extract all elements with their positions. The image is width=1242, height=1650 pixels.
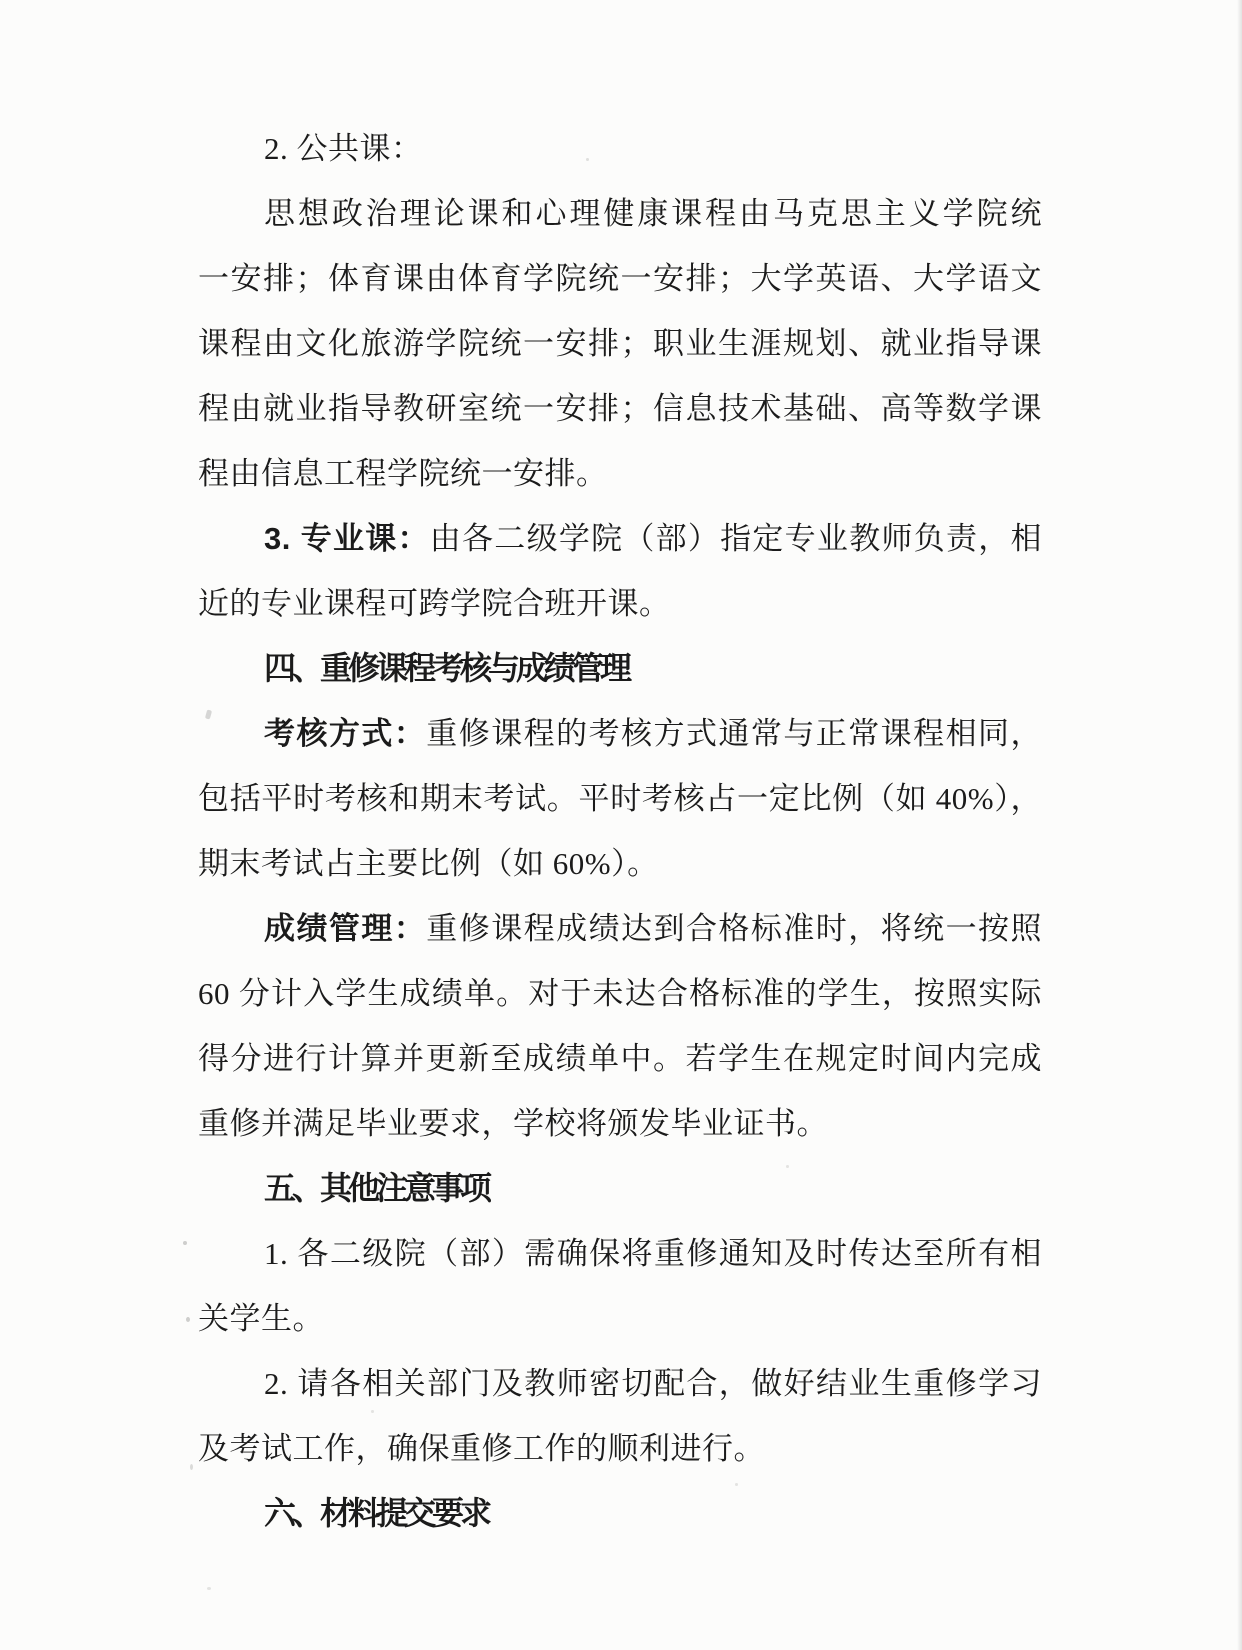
text-segment: 60 分计入学生成绩单。对于未达合格标准的学生，按照实际 xyxy=(198,976,1042,1011)
text-line xyxy=(198,1286,1042,1351)
text-segment: 关学生。 xyxy=(198,1301,324,1336)
text-segment: 程由信息工程学院统一安排。 xyxy=(198,456,608,491)
bold-text-segment: 五、其他注意事项 xyxy=(264,1170,489,1206)
text-segment: 期末考试占主要比例（如 60%）。 xyxy=(198,846,659,881)
text-segment: 得分进行计算并更新至成绩单中。若学生在规定时间内完成 xyxy=(198,1041,1042,1076)
section-heading xyxy=(198,636,1042,701)
text-line xyxy=(198,246,1042,311)
text-line xyxy=(198,116,1042,181)
text-segment: 近的专业课程可跨学院合班开课。 xyxy=(198,586,671,621)
bold-text-segment: 3. 专业课： xyxy=(264,521,430,556)
text-line xyxy=(198,701,1042,766)
text-line xyxy=(198,1416,1042,1481)
scan-speck xyxy=(786,1165,789,1168)
text-segment: 程由就业指导教研室统一安排；信息技术基础、高等数学课 xyxy=(198,391,1042,426)
section-heading xyxy=(198,1481,1042,1546)
text-segment: 2. 公共课： xyxy=(264,131,423,166)
text-line xyxy=(198,1351,1042,1416)
text-segment: 及考试工作，确保重修工作的顺利进行。 xyxy=(198,1431,765,1466)
text-segment: 由各二级学院（部）指定专业教师负责，相 xyxy=(429,521,1042,556)
text-line xyxy=(198,1091,1042,1156)
text-line xyxy=(198,181,1042,246)
scan-speck xyxy=(207,1587,211,1590)
text-segment: 2. 请各相关部门及教师密切配合，做好结业生重修学习 xyxy=(264,1366,1042,1401)
scan-edge-shadow xyxy=(1237,0,1242,1650)
bold-text-segment: 考核方式： xyxy=(264,716,427,751)
text-line xyxy=(198,376,1042,441)
text-line xyxy=(198,831,1042,896)
text-segment: 思想政治理论课和心理健康课程由马克思主义学院统 xyxy=(264,196,1042,231)
text-line xyxy=(198,766,1042,831)
text-line xyxy=(198,441,1042,506)
text-line xyxy=(198,506,1042,571)
text-segment: 重修课程成绩达到合格标准时，将统一按照 xyxy=(426,911,1043,946)
text-segment: 重修并满足毕业要求，学校将颁发毕业证书。 xyxy=(198,1106,828,1141)
scan-speck xyxy=(586,158,589,161)
text-segment: 包括平时考核和期末考试。平时考核占一定比例（如 40%）， xyxy=(198,781,1042,816)
text-line xyxy=(198,311,1042,376)
text-line xyxy=(198,961,1042,1026)
bold-text-segment: 四、重修课程考核与成绩管理 xyxy=(264,650,629,686)
scan-speck xyxy=(190,1464,193,1470)
scan-speck xyxy=(183,1241,187,1245)
document-text-flow xyxy=(198,116,1042,1546)
text-line xyxy=(198,1221,1042,1286)
text-line xyxy=(198,1026,1042,1091)
section-heading xyxy=(198,1156,1042,1221)
bold-text-segment: 成绩管理： xyxy=(264,911,427,946)
scan-speck xyxy=(186,1317,190,1322)
text-segment: 课程由文化旅游学院统一安排；职业生涯规划、就业指导课 xyxy=(198,326,1042,361)
text-segment: 1. 各二级院（部）需确保将重修通知及时传达至所有相 xyxy=(264,1236,1042,1271)
bold-text-segment: 六、材料提交要求 xyxy=(264,1495,489,1531)
text-segment: 重修课程的考核方式通常与正常课程相同， xyxy=(426,716,1043,751)
text-line xyxy=(198,571,1042,636)
text-segment: 一安排；体育课由体育学院统一安排；大学英语、大学语文 xyxy=(198,261,1042,296)
scan-speck xyxy=(371,1410,374,1413)
text-line xyxy=(198,896,1042,961)
scan-speck xyxy=(735,1483,738,1486)
